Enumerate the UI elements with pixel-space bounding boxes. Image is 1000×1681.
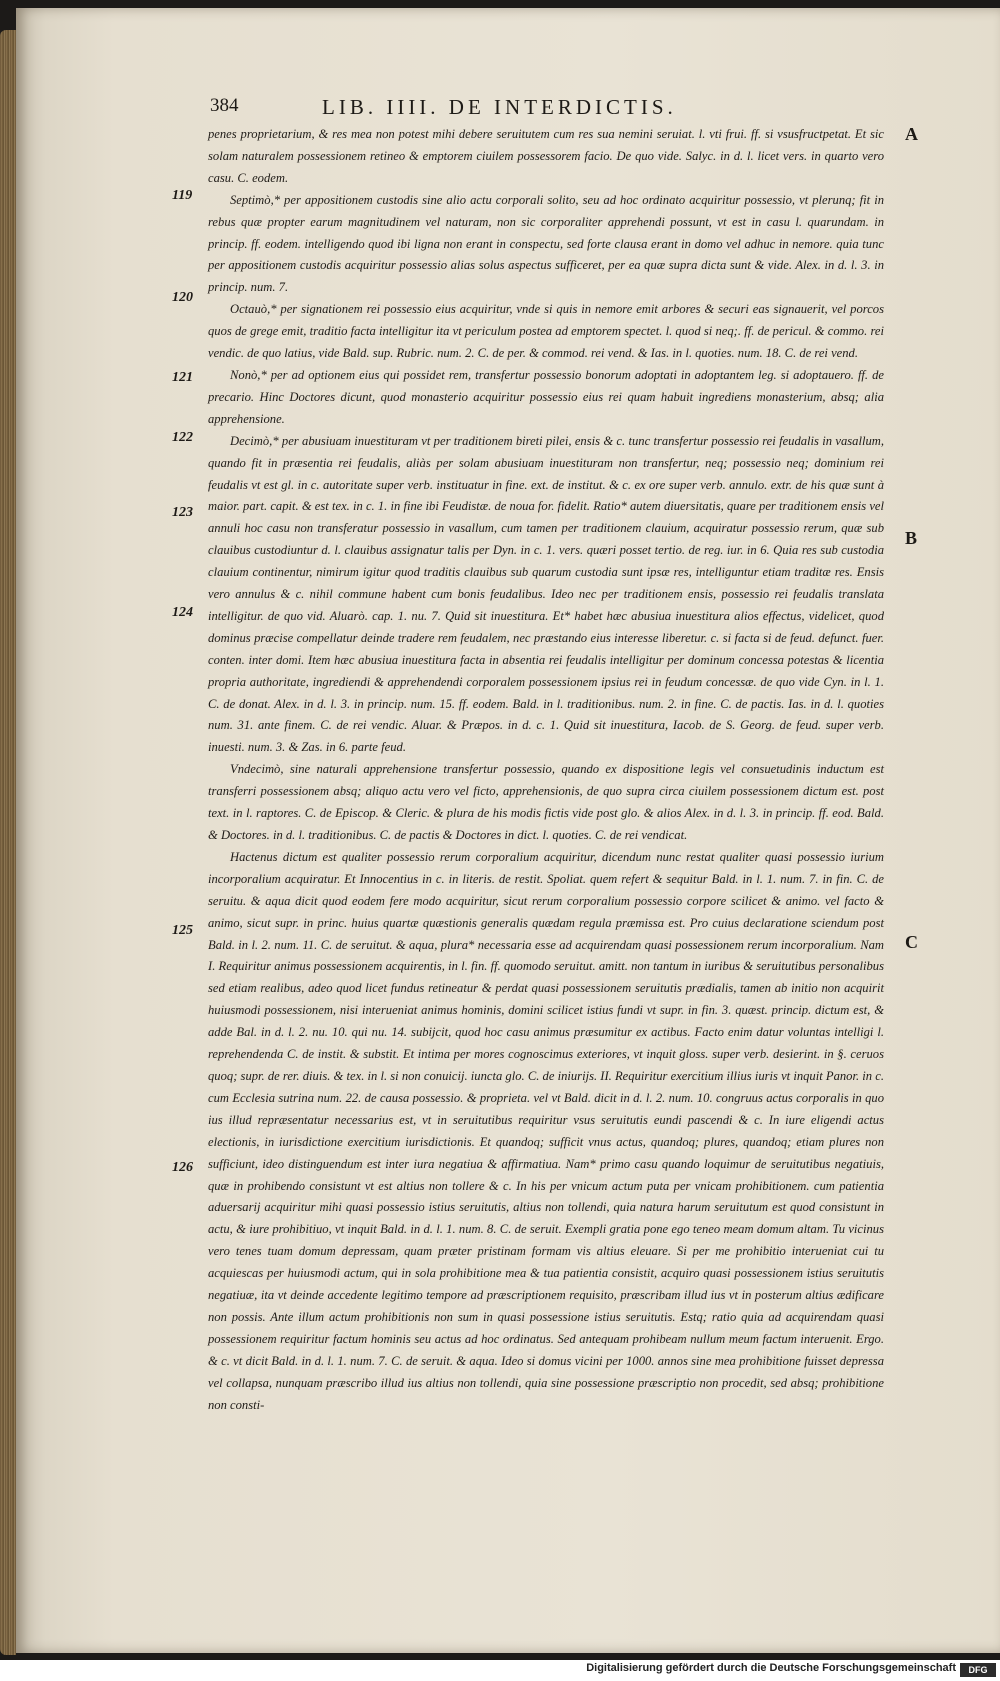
book-page-edges (0, 30, 16, 1655)
paragraph: Septimò,* per appositionem custodis sine alio actu corporali solito, seu ad hoc ordinato acquiritur possessio, vt plerunq; fit in rebus quæ propter earum magnitudinem vel naturam, non sic corporaliter apprehendi possunt, vt est in casu l. quarundam. in princip. ff. eodem. intelligendo quod ibi ligna non erant in conspectu, sed forte clausa erant in domo vel adhuc in nemore. quia tunc per appositionem custodis acquiritur possessio alias solus aspectus sufficeret, per ea quæ supra dicta sunt & vide. Alex. in d. l. 3. in princip. num. 7. (208, 192, 884, 295)
paragraph: Octauò,* per signationem rei possessio eius acquiritur, vnde si quis in nemore emit arbores & securi eas signauerit, vel porcos quos de grege emit, traditio facta intelligitur ita vt periculum postea ad emptorem spectet. l. quod si neq;. ff. de pericul. & commo. rei vendic. de quo latius, vide Bald. sup. Rubric. num. 2. C. de per. & commod. rei vend. & Ias. in l. quoties. num. 18. C. de rei vend. (208, 302, 884, 361)
margin-number-121: 121 (172, 370, 193, 385)
footer-bar (0, 1660, 1000, 1681)
paragraph: Decimò,* per abusiuam inuestituram vt per traditionem bireti pilei, ensis & c. tunc transfertur possessio rei feudalis in vasallum, quando fit in præsentia rei feudalis, aliàs per solam abusiuam inuestituram non transfertur, neq; possessio neq; dominium rei feudalis vt est gl. in c. autoritate super verb. instituatur in fine. ext. de institut. & c. ex ore super verb. annulo. extr. de his quæ sunt à maior. part. capit. & est tex. in c. 1. in fine ibi Feudistæ. de noua for. fidelit. Ratio* autem diuersitatis, quare per traditionem ensis vel annuli hoc casu non transferatur possessio in vasallum, cum tamen per traditionem clauium, acquiratur possessio rerum, quæ sub clauibus custodiuntur d. l. clauibus assignatur talis per Dyn. in c. 1. vers. quæri posset tertio. de reg. iur. in 6. Quia res sub custodia clauium continentur, nimirum igitur quod traditis clauibus sub quarum custodia sunt ipsæ res, intelliguntur etiam traditæ res. Ensis vero annulus & c. nihil commune habent cum bonis feudalibus. Ideo nec per traditionem ensis, possessio rei feudalis translata intelligitur. de quo vid. Aluarò. cap. 1. nu. 7. Quid sit inuestitura. Et* habet hæc abusiua inuestitura alios effectus, videlicet, quod dominus præcise compellatur deinde tradere rem feudalem, nec præstando eius interesse liberetur. c. si facta si de feud. defunct. fuer. conten. inter domi. Item hæc abusiua inuestitura facta in absentia rei feudalis intelligitur per dominum concessa potestas & licentia propria authoritate, ingrediendi & apprehendendi corporalem possessionem ipsius rei in feudum concessæ. de quo vide Cyn. in l. 1. C. de donat. Alex. in d. l. 3. in princip. num. 15. ff. eodem. Bald. in l. traditionibus. num. 2. in fine. C. de pactis. Ias. in d. l. quoties num. 31. ante finem. C. de rei vendic. Aluar. & Præpos. in d. c. 1. Quid sit inuestitura, Iacob. de S. Georg. de feud. super verb. inuesti. num. 3. & Zas. in 6. parte feud. (208, 433, 884, 755)
page-number: 384 (210, 95, 239, 116)
paragraph: Vndecimò, sine naturali apprehensione transfertur possessio, quando ex dispositione legis vel consuetudinis inductum est transferri possessionem absq; aliquo actu vero vel ficto, apprehensionis, de quo supra circa ciuilem possessionem dictum est. post text. in l. raptores. C. de Episcop. & Cleric. & plura de his modis fictis vide post glo. & alios Alex. in d. l. 3. in princip. ff. eod. Bald. & Doctores. in d. l. traditionibus. C. de pactis & Doctores in dict. l. quoties. C. de rei vendicat. (208, 762, 884, 842)
margin-number-124: 124 (172, 605, 193, 620)
margin-letter-b: B (905, 528, 918, 548)
paragraph: Hactenus dictum est qualiter possessio rerum corporalium acquiritur, dicendum nunc restat qualiter quasi possessio iurium incorporalium acquiratur. Et Innocentius in c. in literis. de restit. Spoliat. quem refert & sequitur Bald. in l. 1. num. 7. in fin. C. de seruitu. & aqua dicit quod eodem fere modo acquiritur, sicut rerum corporalium possessio corpore scilicet & animo. vel facto & animo, sicut supr. in princ. huius quartæ quæstionis generalis quædam regula præmissa est. Pro cuius declaratione sciendum post Bald. in l. 2. num. 11. C. de seruitut. & aqua, plura* necessaria esse ad acquirendam quasi possessionem rerum incorporalium. Nam I. Requiritur animus possessionem acquirentis, in l. fin. ff. quomodo seruitut. amitt. non tantum in iuribus & seruitutibus personalibus sed etiam realibus, adeo quod licet fundus retineatur & perdat quasi possessionem seruitutis prædialis, tamen ab initio non acquirit huiusmodi possessionem, nisi interueniat animus hominis, domini scilicet istius fundi vt supr. in fin. 3. quæst. princip. dictum est, & adde Bal. in d. l. 2. nu. 10. qui nu. 14. subijcit, quod hoc casu animus præsumitur ex actibus. Facto enim datur voluntas intelligi l. reprehendenda C. de instit. & substit. Et intima per mores cognoscimus exteriores, vt inquit gloss. super verb. desierint. in §. ceruos quoq; supr. de rer. diuis. & tex. in l. si non conuicij. iuncta glo. C. de iniurijs. II. Requiritur exercitium illius iuris vt inquit Panor. in c. cum Ecclesia sutrina num. 22. de causa possessio. & proprieta. vel vt Bald. dicit in d. l. 2. num. 10. congruus actus corporalis in quo ius illud repræsentatur necessarius est, vt in seruitutibus requiritur vsus seruitutis eundi pascendi & c. In iure eligendi actus electionis, in iurisdictione exercitium iurisdictionis. Et quandoq; sufficit vnus actus, quandoq; plures, quandoq; etiam plures non sufficiunt, ideo distinguendum est inter iura negatiua & affirmatiua. Nam* primo casu quando loquimur de seruitutibus negatiuis, quæ in prohibendo consistunt vt est altius non tollere & c. In his per vnicum actum puta per vnicam prohibitionem. cum patientia aduersarij acquiritur mihi quasi possessio istius seruitutis, altius non tollendi, quia natura harum seruitutum est quod consistunt in actu, & iure prohibitiuo, vt inquit Bald. in d. l. 1. num. 8. C. de seruit. Exempli gratia pone ego teneo meam domum altam. Tu vicinus vero tenes tuam domum depressam, quam præter pristinam formam vis altius eleuare. Si per me prohibitio interueniat cui tu acquiescas per huiusmodi actum, qui in sola prohibitione mea & tua patientia consistit, acquiro quasi possessionem istius seruitutis negatiuæ, ita vt deinde accedente legitimo tempore ad præscriptionem requisito, præscribam illud ius vt in posterum altius ædificare non possis. Ante illum actum prohibitionis non sum in quasi possessione istius seruitutis. Estq; ratio quia ad acquirendam quasi possessionem requiritur factum hominis seu actus ad hoc ordinatus. Sed antequam prohibeam nullum meum factum interuenit. Ergo. & c. vt dicit Bald. in d. l. 1. num. 7. C. de seruit. & aqua. Ideo si domus vicini per 1000. annos sine mea prohibitione fuisset depressa vel collapsa, nunquam præscribo illud ius altius non tollendi, quia sine possessione præscriptio non procedit, sed absq; prohibitione non consti- (208, 849, 884, 1412)
running-head: LIB. IIII. DE INTERDICTIS. (322, 95, 677, 119)
margin-number-120: 120 (172, 290, 193, 305)
page-header (210, 95, 810, 121)
margin-number-119: 119 (172, 188, 193, 203)
margin-number-125: 125 (172, 923, 193, 938)
margin-letter-c: C (905, 932, 918, 952)
footer-credit: Digitalisierung gefördert durch die Deutsche Forschungsgemeinschaft (586, 1662, 956, 1674)
margin-number-122: 122 (172, 430, 193, 445)
dfg-logo-icon: DFG (960, 1663, 996, 1677)
margin-letter-a: A (905, 124, 918, 144)
paragraph: Nonò,* per ad optionem eius qui possidet rem, transfertur possessio bonorum adoptati in adoptantem leg. si adoptauero. ff. de precario. Hinc Doctores dicunt, quod monasterio acquiritur possessio eius rei quam habuit ingrediens monasterium, absq; alia apprehensione. (208, 367, 884, 426)
margin-number-123: 123 (172, 505, 193, 520)
body-text (208, 124, 884, 1416)
margin-number-126: 126 (172, 1160, 193, 1175)
paragraph: penes proprietarium, & res mea non potest mihi debere seruitutem cum res sua nemini seruiat. l. vti frui. ff. si vsusfructpetat. Et sic solam naturalem possessionem retineo & emptorem ciuilem possessorem facio. De quo vide. Salyc. in d. l. licet vers. in quarto vero casu. C. eodem. (208, 127, 884, 185)
